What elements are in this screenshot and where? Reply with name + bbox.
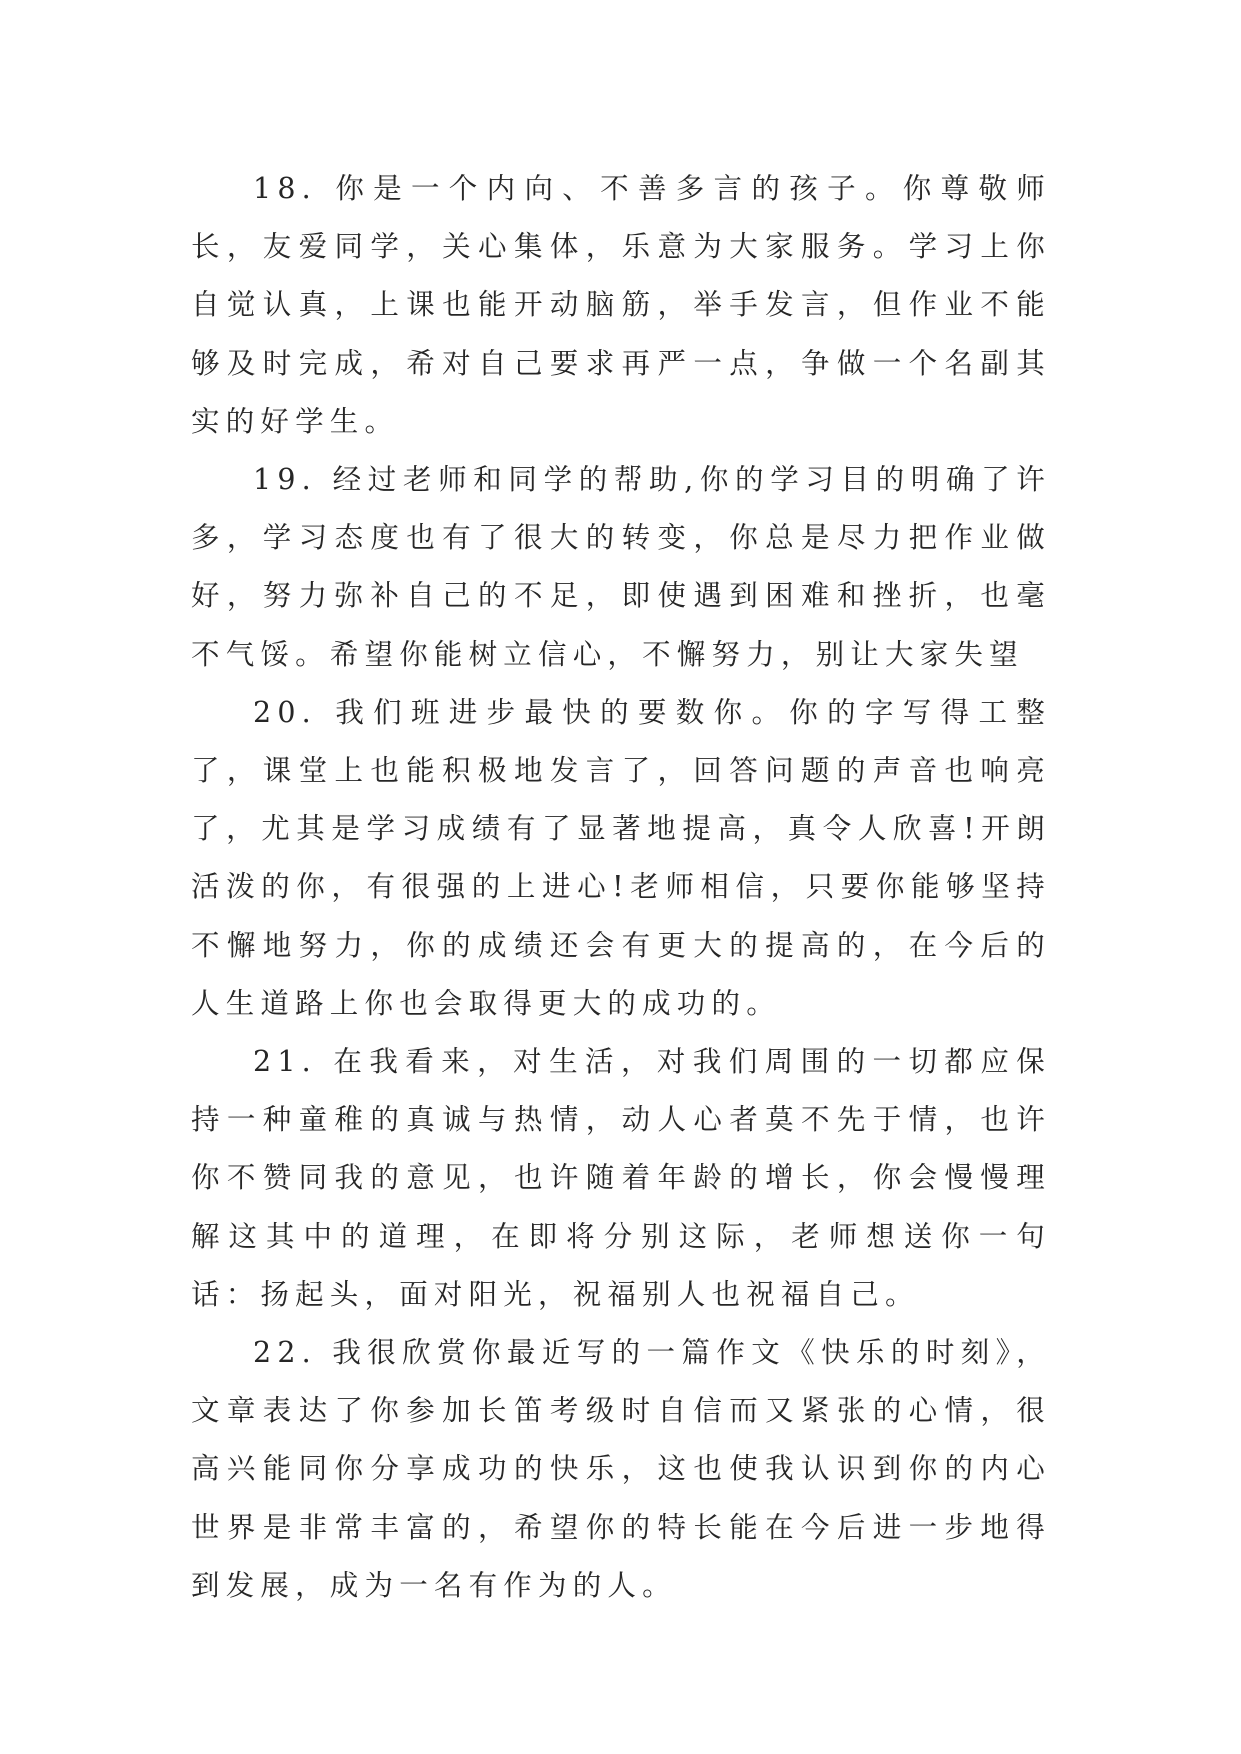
comment-paragraph-18: 18. 你是一个内向、不善多言的孩子。你尊敬师长，友爱同学，关心集体，乐意为大家服务。学习上你自觉认真，上课也能开动脑筋，举手发言，但作业不能够及时完成，希对自己要求再严一点，争做一个名副其实的好学生。 bbox=[191, 172, 1051, 438]
comment-paragraph-22: 22. 我很欣赏你最近写的一篇作文《快乐的时刻》，文章表达了你参加长笛考级时自信而又紧张的心情，很高兴能同你分享成功的快乐，这也使我认识到你的内心世界是非常丰富的，希望你的特长能在今后进一步地得到发展，成为一名有作为的人。 bbox=[191, 1336, 1051, 1602]
comment-paragraph-21: 21. 在我看来，对生活，对我们周围的一切都应保持一种童稚的真诚与热情，动人心者莫不先于情，也许你不赞同我的意见，也许随着年龄的增长，你会慢慢理解这其中的道理，在即将分别这际，老师想送你一句话：扬起头，面对阳光，祝福别人也祝福自己。 bbox=[191, 1045, 1051, 1311]
comment-paragraph-19: 19. 经过老师和同学的帮助,你的学习目的明确了许多，学习态度也有了很大的转变，你总是尽力把作业做好，努力弥补自己的不足，即使遇到困难和挫折，也毫不气馁。希望你能树立信心，不懈努力，别让大家失望 bbox=[191, 463, 1051, 671]
comment-paragraph-20: 20. 我们班进步最快的要数你。你的字写得工整了，课堂上也能积极地发言了，回答问题的声音也响亮了，尤其是学习成绩有了显著地提高，真令人欣喜!开朗活泼的你，有很强的上进心!老师相信，只要你能够坚持不懈地努力，你的成绩还会有更大的提高的，在今后的人生道路上你也会取得更大的成功的。 bbox=[191, 695, 1051, 1020]
document-body bbox=[191, 160, 1051, 1615]
